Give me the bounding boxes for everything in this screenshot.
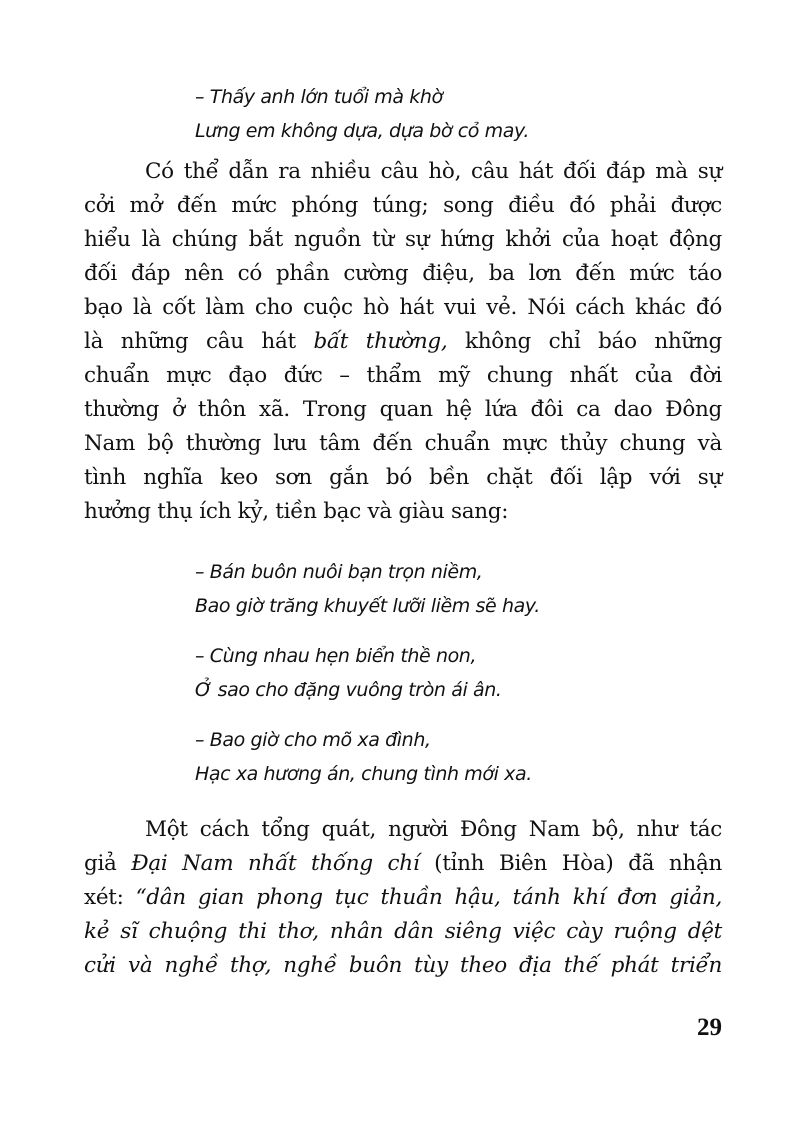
italic-text: cửi và nghề thợ, nghề buôn tùy theo địa thế phát triển (84, 953, 722, 978)
text-line (84, 949, 722, 983)
italic-text: kẻ sĩ chuộng thi thơ, nhân dân siêng việc cày ruộng dệt (84, 919, 722, 944)
text-line (84, 881, 722, 915)
verse-line: – Bao giờ cho mõ xa đình, (195, 729, 431, 751)
text-segment: Một cách tổng quát, người Đông Nam bộ, như tác (145, 817, 722, 842)
verse-line: – Bán buôn nuôi bạn trọn niềm, (195, 561, 483, 583)
italic-text: bất thường, (313, 329, 448, 354)
text-line (84, 189, 722, 223)
verse-line: Ở sao cho đặng vuông tròn ái ân. (195, 679, 502, 701)
text-segment: tình nghĩa keo sơn gắn bó bền chặt đối lập với sự (84, 465, 722, 490)
verse-line: Bao giờ trăng khuyết lưỡi liềm sẽ hay. (195, 595, 540, 617)
text-line (84, 223, 722, 257)
text-segment: xét: (84, 885, 136, 910)
text-line (84, 847, 722, 881)
italic-text: “dân gian phong tục thuần hậu, tánh khí đơn giản, (135, 885, 722, 910)
text-segment: thường ở thôn xã. Trong quan hệ lứa đôi ca dao Đông (84, 397, 722, 422)
text-line (84, 359, 722, 393)
text-line (84, 461, 722, 495)
verse-line: Hạc xa hương án, chung tình mới xa. (195, 763, 532, 785)
text-line (84, 257, 722, 291)
text-segment: cởi mở đến mức phóng túng; song điều đó phải được (84, 193, 722, 218)
text-segment: bạo là cốt làm cho cuộc hò hát vui vẻ. Nói cách khác đó (84, 295, 722, 320)
text-segment: (tỉnh Biên Hòa) đã nhận (419, 851, 723, 876)
text-segment: Có thể dẫn ra nhiều câu hò, câu hát đối đáp mà sự (145, 159, 722, 184)
verse-line: Lưng em không dựa, dựa bờ cỏ may. (195, 120, 530, 142)
text-line (84, 393, 722, 427)
italic-text: Đại Nam nhất thống chí (131, 851, 420, 876)
text-segment: hưởng thụ ích kỷ, tiền bạc và giàu sang: (84, 499, 509, 524)
text-line (84, 291, 722, 325)
text-segment: là những câu hát (84, 329, 314, 354)
text-segment: hiểu là chúng bắt nguồn từ sự hứng khởi của hoạt động (84, 227, 722, 252)
verse-line: – Thấy anh lớn tuổi mà khờ (195, 86, 443, 108)
text-segment: giả (84, 851, 132, 876)
page-number: 29 (697, 1014, 722, 1041)
text-segment: đối đáp nên có phần cường điệu, ba lơn đến mức táo (84, 261, 722, 286)
text-line (84, 325, 722, 359)
text-line (145, 813, 722, 847)
text-line (145, 155, 722, 189)
text-line (84, 495, 722, 529)
text-line (84, 915, 722, 949)
text-segment: Nam bộ thường lưu tâm đến chuẩn mực thủy chung và (84, 431, 722, 456)
text-segment: không chỉ báo những (447, 329, 722, 354)
text-segment: chuẩn mực đạo đức – thẩm mỹ chung nhất của đời (84, 363, 722, 388)
text-line (84, 427, 722, 461)
verse-line: – Cùng nhau hẹn biển thề non, (195, 645, 477, 667)
